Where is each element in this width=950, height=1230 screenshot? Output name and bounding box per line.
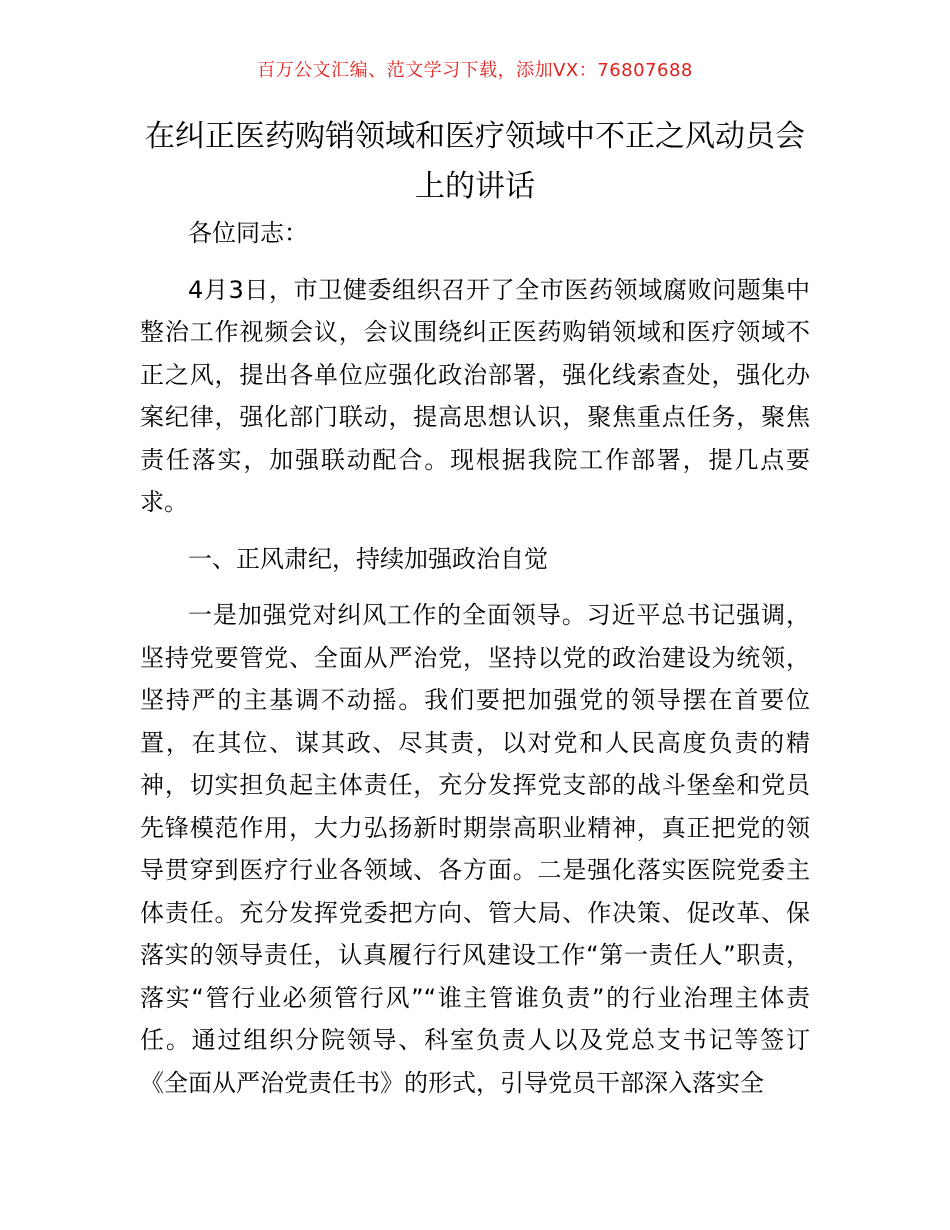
- paragraph-intro: 4月3日，市卫健委组织召开了全市医药领域腐败问题集中整治工作视频会议，会议围绕纠正医药购销领域和医疗领域不正之风，提出各单位应强化政治部署，强化线索查处，强化办案纪律，强化部门联动，提高思想认识，聚焦重点任务，聚焦责任落实，加强联动配合。现根据我院工作部署，提几点要求。: [140, 275, 810, 516]
- document-body: [140, 212, 810, 1104]
- document-title: 在纠正医药购销领域和医疗领域中不正之风动员会上的讲话: [145, 119, 805, 204]
- salutation: 各位同志：: [188, 219, 308, 247]
- header-promo-note: 百万公文汇编、范文学习下载，添加VX：76807688: [257, 60, 693, 81]
- paragraph-section-1: 一是加强党对纠风工作的全面领导。习近平总书记强调，坚持党要管党、全面从严治党，坚持以党的政治建设为统领，坚持严的主基调不动摇。我们要把加强党的领导摆在首要位置，在其位、谋其政、尽其责，以对党和人民高度负责的精神，切实担负起主体责任，充分发挥党支部的战斗堡垒和党员先锋模范作用，大力弘扬新时期崇高职业精神，真正把党的领导贯穿到医疗行业各领域、各方面。二是强化落实医院党委主体责任。充分发挥党委把方向、管大局、作决策、促改革、保落实的领导责任，认真履行行风建设工作“第一责任人”职责，落实“管行业必须管行风”“谁主管谁负责”的行业治理主体责任。通过组织分院领导、科室负责人以及党总支书记等签订《全面从严治党责任书》的形式，引导党员干部深入落实全: [140, 601, 810, 1097]
- section-heading-1: 一、正风肃纪，持续加强政治自觉: [188, 544, 548, 573]
